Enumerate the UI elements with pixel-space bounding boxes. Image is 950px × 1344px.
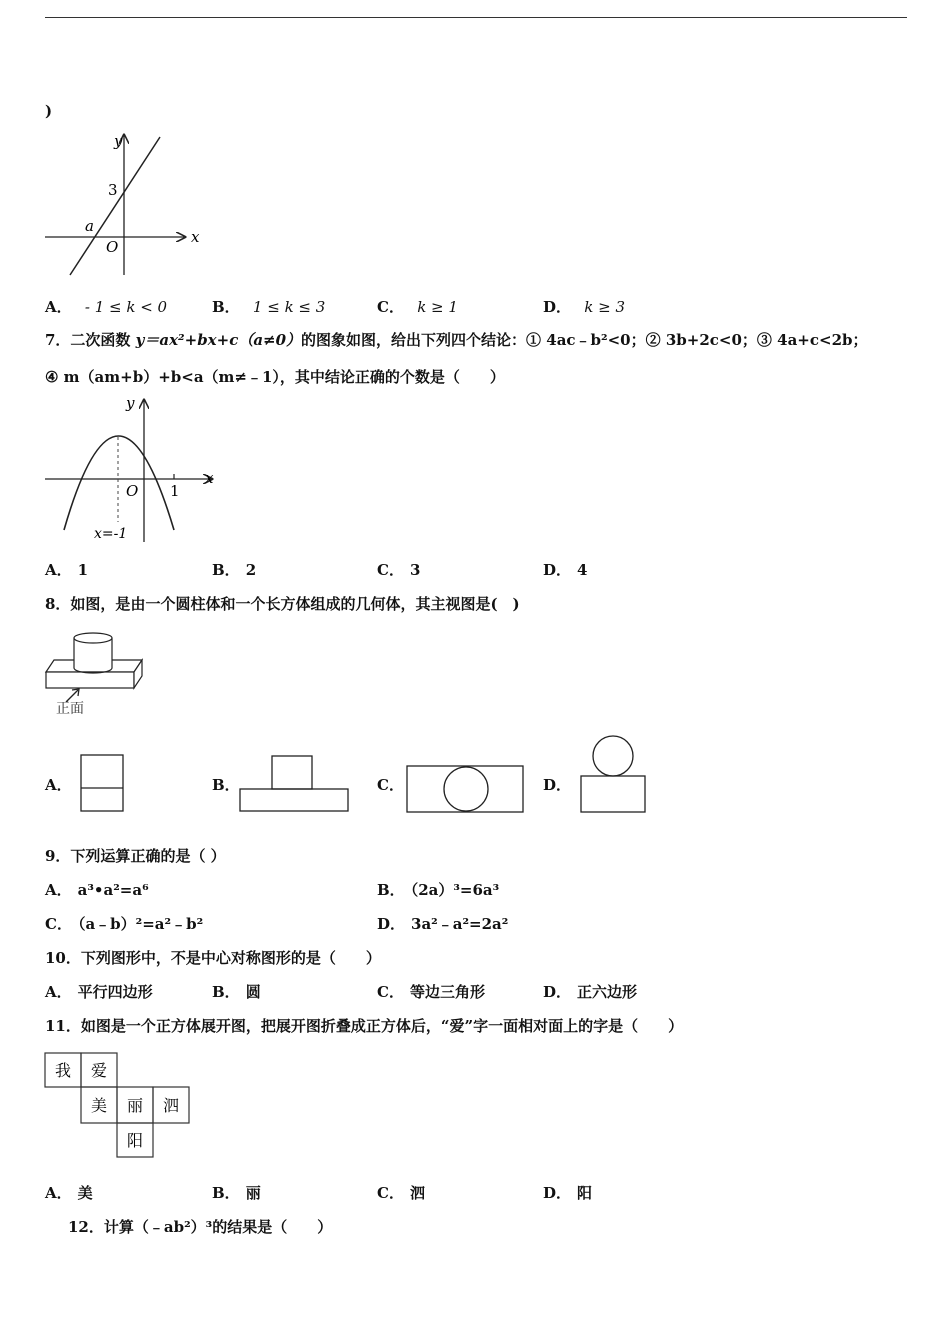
option-text: 丽 xyxy=(245,1184,261,1202)
option-letter: B． xyxy=(377,881,405,899)
q10-question: 10．下列图形中，不是中心对称图形的是（ ） xyxy=(45,949,381,967)
header-rule xyxy=(45,17,907,18)
option-text: 4 xyxy=(577,561,588,579)
option-text: （2a）³=6a³ xyxy=(410,881,500,899)
q6-option-b[interactable] xyxy=(212,296,325,317)
q6-line-graph xyxy=(40,130,220,290)
q7-option-c[interactable] xyxy=(377,559,420,580)
q6-option-c[interactable] xyxy=(377,296,458,317)
net-cell-yang: 阳 xyxy=(126,1131,144,1150)
q7-option-d[interactable] xyxy=(543,559,587,580)
q6-option-d[interactable] xyxy=(543,296,625,317)
option-letter: D． xyxy=(543,561,572,579)
q6-y-label: y xyxy=(114,132,123,150)
q10-option-d[interactable] xyxy=(543,981,637,1002)
option-text: 平行四边形 xyxy=(77,983,153,1001)
option-text: 正六边形 xyxy=(577,983,638,1001)
q7-y-label: y xyxy=(126,394,135,412)
option-letter: C． xyxy=(377,983,404,1001)
option-text: k ≥ 3 xyxy=(584,298,625,316)
q6-x-label: x xyxy=(191,228,200,246)
q8-option-d-label[interactable]: D． xyxy=(543,776,572,794)
q8-question: 8．如图，是由一个圆柱体和一个长方体组成的几何体，其主视图是( ) xyxy=(45,595,520,613)
option-letter: D． xyxy=(543,298,572,316)
q8-option-b-label[interactable]: B． xyxy=(212,776,240,794)
q7-question-line2: ④ m（am+b）+b<a（m≠﹣1），其中结论正确的个数是（ ） xyxy=(45,368,505,386)
q12-question: 12．计算（﹣ab²）³的结果是（ ） xyxy=(68,1218,333,1236)
q8-option-b-figure[interactable] xyxy=(239,755,351,815)
q10-option-c[interactable] xyxy=(377,981,485,1002)
q7-x-label: x xyxy=(205,469,214,487)
q9-option-a[interactable] xyxy=(45,879,149,900)
option-text: 圆 xyxy=(245,983,261,1001)
option-letter: B． xyxy=(212,561,240,579)
net-cell-li: 丽 xyxy=(126,1096,144,1115)
option-letter: C． xyxy=(377,1184,404,1202)
q7-question-line1 xyxy=(45,329,868,350)
option-letter: D． xyxy=(377,915,406,933)
q6-a-label: a xyxy=(85,217,94,235)
q9-question: 9．下列运算正确的是（ ） xyxy=(45,847,226,865)
option-text: 阳 xyxy=(577,1184,593,1202)
option-letter: B． xyxy=(212,298,240,316)
q8-option-a-label[interactable]: A． xyxy=(45,776,72,794)
q11-question: 11．如图是一个正方体展开图，把展开图折叠成正方体后，“爱”字一面相对面上的字是（ ） xyxy=(45,1017,684,1035)
q6-closing-paren: ) xyxy=(45,102,53,120)
q7-parabola xyxy=(64,436,174,530)
option-text: - 1 ≤ k < 0 xyxy=(84,298,168,316)
option-letter: C． xyxy=(377,561,404,579)
q11-option-a[interactable] xyxy=(45,1182,93,1203)
q8-option-c-figure[interactable] xyxy=(406,764,526,816)
q7-axis-label: x=-1 xyxy=(94,526,128,542)
q9-option-b[interactable] xyxy=(377,879,499,900)
option-letter: B． xyxy=(212,1184,240,1202)
q8-front-label: 正面 xyxy=(56,701,84,717)
option-text: 3 xyxy=(409,561,421,579)
option-text: 1 xyxy=(77,561,89,579)
q11-option-b[interactable] xyxy=(212,1182,261,1203)
option-text: 1 ≤ k ≤ 3 xyxy=(252,298,326,316)
q8-option-d-figure[interactable] xyxy=(578,734,648,816)
option-text: 等边三角形 xyxy=(409,983,485,1001)
q6-origin-label: O xyxy=(106,238,119,256)
q7-option-a[interactable] xyxy=(45,559,88,580)
option-text: k ≥ 1 xyxy=(417,298,458,316)
option-text: 2 xyxy=(245,561,257,579)
net-cell-si: 泗 xyxy=(162,1096,180,1115)
option-letter: A． xyxy=(45,561,72,579)
option-letter: B． xyxy=(212,983,240,1001)
option-text: a³•a²=a⁶ xyxy=(77,881,149,899)
option-letter: C． xyxy=(45,915,72,933)
q6-intercept-label: 3 xyxy=(108,181,118,199)
q7-parabola-graph xyxy=(40,392,230,552)
net-cell-wo: 我 xyxy=(54,1061,72,1080)
option-text: 3a²﹣a²=2a² xyxy=(411,915,509,933)
option-letter: A． xyxy=(45,983,72,1001)
q9-option-d[interactable] xyxy=(377,913,508,934)
q7-origin-label: O xyxy=(126,482,139,500)
q11-cube-net xyxy=(44,1052,194,1162)
q7-one-label: 1 xyxy=(170,482,180,500)
option-letter: C． xyxy=(377,298,404,316)
net-cell-mei: 美 xyxy=(90,1096,108,1115)
option-letter: D． xyxy=(543,983,572,1001)
q10-option-a[interactable] xyxy=(45,981,153,1002)
option-letter: A． xyxy=(45,1184,72,1202)
net-cell-ai: 爱 xyxy=(90,1061,108,1080)
q10-option-b[interactable] xyxy=(212,981,261,1002)
q7-option-b[interactable] xyxy=(212,559,256,580)
q9-option-c[interactable] xyxy=(45,913,203,934)
option-text: 泗 xyxy=(409,1184,425,1202)
option-text: 美 xyxy=(77,1184,93,1202)
q11-option-c[interactable] xyxy=(377,1182,425,1203)
q8-option-a-figure[interactable] xyxy=(80,754,126,814)
option-letter: A． xyxy=(45,881,72,899)
q7-conclusions: 的图象如图，给出下列四个结论：① 4ac﹣b²<0；② 3b+2c<0；③ 4a+c<2b； xyxy=(301,331,868,349)
option-letter: D． xyxy=(543,1184,572,1202)
q7-function: y＝ax²+bx+c（a≠0） xyxy=(135,331,302,349)
q11-option-d[interactable] xyxy=(543,1182,592,1203)
q7-number: 7．二次函数 xyxy=(45,331,136,349)
option-text: （a﹣b）²=a²﹣b² xyxy=(77,915,204,933)
option-letter: A． xyxy=(45,298,72,316)
q6-option-a[interactable] xyxy=(45,296,167,317)
q8-solid-figure xyxy=(44,630,154,720)
q8-option-c-label[interactable]: C． xyxy=(377,776,404,794)
